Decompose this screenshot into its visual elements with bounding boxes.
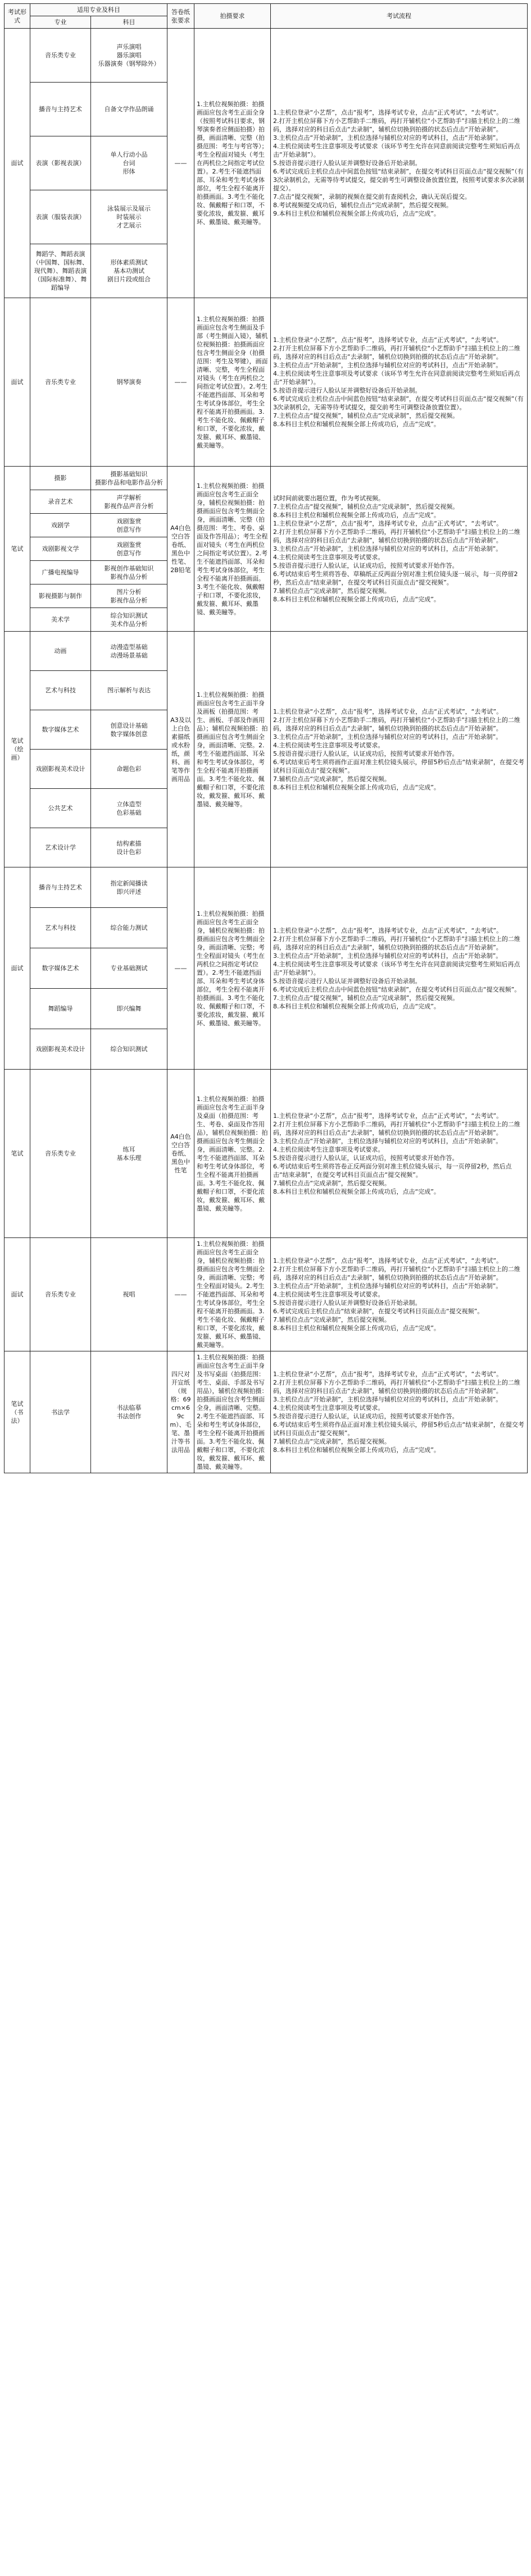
major-cell: 舞蹈编导	[30, 989, 91, 1029]
subject-cell: 自备文学作品朗诵	[91, 83, 167, 136]
header-device: 答卷纸张要求	[167, 4, 194, 29]
header-subject: 科目	[91, 16, 167, 29]
major-cell: 公共艺术	[30, 789, 91, 828]
subject-cell: 形体素质测试 基本功测试 剧目片段或组合	[91, 244, 167, 298]
subject-cell: 立体造型 色彩基础	[91, 789, 167, 828]
table-row	[4, 298, 528, 467]
major-cell: 艺术与科技	[30, 671, 91, 710]
exam-form-cell: 面试	[4, 298, 30, 467]
major-cell: 戏剧影视美术设计	[30, 750, 91, 789]
exam-form-cell: 面试	[4, 867, 30, 1070]
exam-form-cell: 笔试	[4, 467, 30, 632]
table-row	[4, 632, 528, 671]
exam-form-cell: 面试	[4, 1238, 30, 1351]
major-cell: 摄影	[30, 467, 91, 490]
subject-cell: 动漫造型基础 动漫场景基础	[91, 632, 167, 671]
subject-cell: 泳装展示及展示 时装展示 才艺展示	[91, 190, 167, 244]
subject-cell: 创意设计基础 数字媒体创意	[91, 710, 167, 750]
header-major: 专业	[30, 16, 91, 29]
table-header-row	[4, 4, 528, 16]
device-requirement-cell: ——	[167, 29, 194, 298]
subject-cell: 指定新闻播读 即兴评述	[91, 867, 167, 908]
major-cell: 舞蹈学、舞蹈表演（中国舞、国标舞、现代舞）、舞蹈表演（国际标准舞）、舞蹈编导	[30, 244, 91, 298]
exam-table-body	[4, 29, 528, 1473]
subject-cell: 练耳 基本乐理	[91, 1070, 167, 1238]
subject-cell: 戏剧鉴赏 创意写作	[91, 537, 167, 561]
subject-cell: 综合知识测试	[91, 1029, 167, 1070]
table-row	[4, 1351, 528, 1473]
subject-cell: 单人行动小品 台词 形体	[91, 136, 167, 190]
device-requirement-cell: ——	[167, 1238, 194, 1351]
shooting-requirement-cell: 1.主机位视频拍摄：拍摄画面应包含考生正面半身及桌面（拍摄范围：考生、考卷、桌面及作答用品），辅机位视频拍摄：拍摄画面应包含考生侧面全身，画面清晰、完整。2.考生不能遮挡面部、耳朵和考生考试身体部位，考生全程不能离开拍摄画面。3.考生不能化妆、佩戴帽子和口罩，不要化浓妆，戴发箍、戴耳环、戴墨镜、戴美瞳等。	[194, 1070, 271, 1238]
major-cell: 数字媒体艺术	[30, 948, 91, 989]
major-cell: 表演（影视表演）	[30, 136, 91, 190]
subject-cell: 书法临摹 书法创作	[91, 1351, 167, 1473]
major-cell: 数字媒体艺术	[30, 710, 91, 750]
major-cell: 音乐类专业	[30, 1238, 91, 1351]
table-row	[4, 867, 528, 908]
device-requirement-cell: A4白色空白答卷纸、黑色中性笔、2B铅笔	[167, 467, 194, 632]
subject-cell: 图示解析与表达	[91, 671, 167, 710]
major-cell: 表演（服装表演）	[30, 190, 91, 244]
shooting-requirement-cell: 1.主机位视频拍摄：拍摄画面应包含考生正面全身，辅机位视频拍摄：拍摄画面应包含考生侧面全身，画面清晰、完整；考生全程面对镜头。2.考生不能遮挡面部、耳朵和考生考试身体部位，考生全程不能离开拍摄画面。3.考生不能化妆、佩戴帽子和口罩，不要化浓妆，戴发箍、戴耳环、戴墨镜、戴美瞳等。	[194, 1238, 271, 1351]
exam-process-cell: 1.主机位登录“小艺帮”，点击“报考”，选择考试专业，点击“正式考试”，“去考试”。 2.打开主机位屏幕下方小艺帮助手二维码，再打开辅机位“小艺帮助手”扫描主机位上的二维码，选择对应的科目后点击“去录制”，辅机位切换到拍摄的状态后点击“开始录制”。 3.主机位点击“开始录制”，主机位选择与辅机位对应的考试科目，点击“开始录制”。 4.主机位阅读考生注意事项及考试要求（该环节考生允许在同意前阅读完整考生须知后再点击“开始录制”）。 5.按语音提示进行人脸认证并调整好设备后开始录制。 6.考试完成后主机位点击中间蓝色按钮“结束录制”，在提交考试科目页面点击“提交视频”（有3次录制机会，无需等待考试提交，提交前考生可调整设备放置位置）。 7.主机位点击“提交视频”，辅机位点击“完成录制”，然后提交视频。 8.本科目主机位和辅机位视频全部上传成功后，点击“完成”。	[271, 298, 528, 467]
major-cell: 音乐类专业	[30, 298, 91, 467]
major-cell: 录音艺术	[30, 490, 91, 514]
header-shoot: 拍摄要求	[194, 4, 271, 29]
subject-cell: 摄影基础知识 摄影作品和电影作品分析	[91, 467, 167, 490]
subject-cell: 戏剧鉴赏 创意写作	[91, 514, 167, 537]
device-requirement-cell: ——	[167, 298, 194, 467]
major-cell: 戏剧影视文学	[30, 537, 91, 561]
exam-process-cell: 试时间前就要出题位置，作为考试视频。 7.主机位点击“提交视频”，辅机位点击“完成录制”，然后提交视频。 8.本科目主机位和辅机位视频全部上传成功后，点击“完成”。 1.主机位登录“小艺帮”，点击“报考”，选择考试专业，点击“正式考试”，“去考试”。 2.打开主机位屏幕下方小艺帮助手二维码，再打开辅机位“小艺帮助手”扫描主机位上的二维码，选择对应的科目后点击“去录制”，辅机位切换到拍摄的状态后点击“开始录制”。 3.主机位点击“开始录制”，主机位选择与辅机位对应的考试科目，点击“开始录制”。 4.主机位阅读考生注意事项及考试要求。 5.按语音提示进行人脸认证，认证成功后，按照考试要求开始作答。 6.考试结束后考生须将答卷、草稿纸正反两面分别对准主机位镜头逐一展示，每一页停留2秒，然后点击“结束录制”，在提交考试科目页面点击“提交视频”。 7.辅机位点击“完成录制”，然后提交视频。 8.本科目主机位和辅机位视频全部上传成功后，点击“完成”。	[271, 467, 528, 632]
shooting-requirement-cell: 1.主机位视频拍摄：拍摄画面应包含考生正面半身及书写桌面（拍摄范围：考生、桌面、手部及书写用品），辅机位视频拍摄：拍摄画面应包含考生侧面全身，画面清晰、完整。2.考生不能遮挡面部、耳朵和考生考试身体部位，考生全程不能离开拍摄画面。3.考生不能化妆、佩戴帽子和口罩，不要化浓妆，戴发箍、戴耳环、戴墨镜、戴美瞳等。	[194, 1351, 271, 1473]
shooting-requirement-cell: 1.主机位视频拍摄：拍摄画面应包含考生侧面及手部（考生侧面入镜），辅机位视频拍摄：拍摄画面应包含考生侧面全身（拍摄范围：考生及琴键），画面清晰、完整，考生全程面对镜头（考生在两机位之间指定考试位置）。2.考生不能遮挡面部、耳朵和考生考试身体部位，考生全程不能离开拍摄画面。3.考生不能化妆、佩戴帽子和口罩，不要化浓妆，戴发箍、戴耳环、戴墨镜、戴美瞳等。	[194, 298, 271, 467]
subject-cell: 专业基础测试	[91, 948, 167, 989]
major-cell: 动画	[30, 632, 91, 671]
major-cell: 戏剧影视美术设计	[30, 1029, 91, 1070]
major-cell: 书法学	[30, 1351, 91, 1473]
major-cell: 广播电视编导	[30, 561, 91, 584]
device-requirement-cell: ——	[167, 867, 194, 1070]
exam-process-cell: 1.主机位登录“小艺帮”，点击“报考”，选择考试专业，点击“正式考试”，“去考试”。 2.打开主机位屏幕下方小艺帮助手二维码，再打开辅机位“小艺帮助手”扫描主机位上的二维码，选择对应的科目后点击“去录制”，辅机位切换到拍摄的状态后点击“开始录制”。 3.主机位点击“开始录制”，主机位选择与辅机位对应的考试科目，点击“开始录制”。 4.主机位阅读考生注意事项及考试要求。 5.按语音提示进行人脸认证并调整好设备后开始录制。 6.考试完成后主机位点击“结束录制”，在提交考试科目页面点击“提交视频”。 7.辅机位点击“完成录制”，然后提交视频。 8.本科目主机位和辅机位视频全部上传成功后，点击“完成”。	[271, 1238, 528, 1351]
major-cell: 艺术与科技	[30, 908, 91, 948]
device-requirement-cell: A4白色空白答卷纸、黑色中性笔	[167, 1070, 194, 1238]
major-cell: 艺术设计学	[30, 828, 91, 867]
exam-process-cell: 1.主机位登录“小艺帮”，点击“报考”，选择考试专业，点击“正式考试”，“去考试”。 2.打开主机位屏幕下方小艺帮助手二维码，再打开辅机位“小艺帮助手”扫描主机位上的二维码，选择对应的科目后点击“去录制”，辅机位切换到拍摄的状态后点击“开始录制”。 3.主机位点击“开始录制”，主机位选择与辅机位对应的考试科目，点击“开始录制”。 4.主机位阅读考生注意事项及考试要求。 5.按语音提示进行人脸认证，认证成功后，按照考试要求开始作答。 6.考试结束后考生须将答卷正反两面分别对准主机位镜头展示，每一页停留2秒，然后点击“结束录制”，在提交考试科目页面点击“提交视频”。 7.辅机位点击“完成录制”，然后提交视频。 8.本科目主机位和辅机位视频全部上传成功后，点击“完成”。	[271, 1070, 528, 1238]
subject-cell: 图片分析 影视作品分析	[91, 584, 167, 608]
table-row	[4, 29, 528, 83]
shooting-requirement-cell: 1.主机位视频拍摄：拍摄画面应包含考生正面全身（按照考试科目要求，钢琴演奏者应侧面拍摄）拍摄，画面清晰、完整（拍摄范围：考生与考官等）；考生全程面对镜头（考生在两机位之间指定考试位置）。2.考生不能遮挡面部、耳朵和考生考试身体部位，考生全程不能离开拍摄画面。3.考生不能化妆、佩戴帽子和口罩，不要化浓妆，戴发箍、戴耳环、戴墨镜、戴美瞳等。	[194, 29, 271, 298]
subject-cell: 钢琴演奏	[91, 298, 167, 467]
exam-form-cell: 笔试	[4, 1070, 30, 1238]
header-exam-form: 考试形式	[4, 4, 30, 29]
subject-cell: 命题色彩	[91, 750, 167, 789]
subject-cell: 结构素描 设计色彩	[91, 828, 167, 867]
exam-form-cell: 面试	[4, 29, 30, 298]
subject-cell: 影视创作基础知识 影视作品分析	[91, 561, 167, 584]
major-cell: 音乐类专业	[30, 1070, 91, 1238]
subject-cell: 即兴编舞	[91, 989, 167, 1029]
shooting-requirement-cell: 1.主机位视频拍摄：拍摄画面应包含考生正面半身及画板（拍摄范围：考生、画板、手部及作画用品）；辅机位视频拍摄：拍摄画面应包含考生侧面全身，画面清晰、完整。2.考生不能遮挡面部、耳朵和考生考试身体部位，考生全程不能离开拍摄画面。3.考生不能化妆、佩戴帽子和口罩，不要化浓妆，戴发箍、戴耳环、戴墨镜、戴美瞳等。	[194, 632, 271, 867]
table-row	[4, 467, 528, 490]
major-cell: 播音与主持艺术	[30, 867, 91, 908]
exam-form-cell: 笔试（绘画）	[4, 632, 30, 867]
exam-requirements-sheet	[4, 3, 527, 1473]
major-cell: 美术学	[30, 608, 91, 632]
exam-process-cell: 1.主机位登录“小艺帮”，点击“报考”，选择考试专业，点击“正式考试”，“去考试”。 2.打开主机位屏幕下方小艺帮助手二维码，再打开辅机位“小艺帮助手”扫描主机位上的二维码，选择对应的科目后点击“去录制”，辅机位切换到拍摄的状态后点击“开始录制”。 3.主机位点击“开始录制”，主机位选择与辅机位对应的考试科目，点击“开始录制”。 4.主机位阅读考生注意事项及考试要求。 5.按语音提示进行人脸认证，认证成功后，按照考试要求开始作答。 6.考试结束后考生须将作品正面对准主机位镜头展示，停留5秒后点击“结束录制”，在提交考试科目页面点击“提交视频”。 7.辅机位点击“完成录制”，然后提交视频。 8.本科目主机位和辅机位视频全部上传成功后，点击“完成”。	[271, 1351, 528, 1473]
subject-cell: 声乐演唱 器乐演唱 乐器演奏（钢琴除外）	[91, 29, 167, 83]
major-cell: 戏剧学	[30, 514, 91, 537]
header-scope: 适用专业及科目	[30, 4, 167, 16]
subject-cell: 声学解析 影视作品声音分析	[91, 490, 167, 514]
subject-cell: 视唱	[91, 1238, 167, 1351]
device-requirement-cell: A3及以上白色素描纸或水粉纸，颜料、画笔等作画用品	[167, 632, 194, 867]
exam-process-cell: 1.主机位登录“小艺帮”，点击“报考”，选择考试专业，点击“正式考试”，“去考试”。 2.打开主机位屏幕下方小艺帮助手二维码，再打开辅机位“小艺帮助手”扫描主机位上的二维码，选择对应的科目后点击“去录制”，辅机位切换到拍摄的状态后点击“开始录制”。 3.主机位点击“开始录制”，主机位选择与辅机位对应的考试科目，点击“开始录制”。 4.主机位阅读考生注意事项及考试要求。 5.按语音提示进行人脸认证，认证成功后，按照考试要求开始作答。 6.考试结束后考生须将画作正面对准主机位镜头展示，停留5秒后点击“结束录制”，在提交考试科目页面点击“提交视频”。 7.辅机位点击“完成录制”，然后提交视频。 8.本科目主机位和辅机位视频全部上传成功后，点击“完成”。	[271, 632, 528, 867]
header-process: 考试流程	[271, 4, 528, 29]
major-cell: 播音与主持艺术	[30, 83, 91, 136]
major-cell: 音乐类专业	[30, 29, 91, 83]
shooting-requirement-cell: 1.主机位视频拍摄：拍摄画面应包含考生正面全身，辅机位视频拍摄：拍摄画面应包含考生侧面全身，画面清晰、完整；考生全程面对镜头（考生在两机位之间指定考试位置）。2.考生不能遮挡面部、耳朵和考生考试身体部位，考生全程不能离开拍摄画面。3.考生不能化妆、佩戴帽子和口罩，不要化浓妆，戴发箍、戴耳环、戴墨镜、戴美瞳等。	[194, 867, 271, 1070]
subject-cell: 综合能力测试	[91, 908, 167, 948]
exam-process-cell: 1.主机位登录“小艺帮”，点击“报考”，选择考试专业，点击“正式考试”，“去考试”。 2.打开主机位屏幕下方小艺帮助手二维码，再打开辅机位“小艺帮助手”扫描主机位上的二维码，选择对应的科目后点击“去录制”，辅机位切换到拍摄的状态后点击“开始录制”。 3.主机位点击“开始录制”，主机位选择与辅机位对应的考试科目，点击“开始录制”。 4.主机位阅读考生注意事项及考试要求（该环节考生允许在同意前阅读完整考生须知后再点击“开始录制”）。 5.按语音提示进行人脸认证并调整好设备后开始录制。 6.考试完成后主机位点击中间蓝色按钮“结束录制”，在提交考试科目页面点击“提交视频”。 7.主机位点击“提交视频”，辅机位点击“完成录制”，然后提交视频。 8.本科目主机位和辅机位视频全部上传成功后，点击“完成”。	[271, 867, 528, 1070]
exam-requirements-table	[4, 3, 528, 1473]
table-row	[4, 1238, 528, 1351]
major-cell: 影视摄影与制作	[30, 584, 91, 608]
table-row	[4, 1070, 528, 1238]
exam-process-cell: 1.主机位登录“小艺帮”，点击“报考”，选择考试专业，点击“正式考试”，“去考试”。 2.打开主机位屏幕下方小艺帮助手二维码，再打开辅机位“小艺帮助手”扫描主机位上的二维码，选择对应的科目后点击“去录制”，辅机位切换到拍摄的状态后点击“开始录制”。 3.主机位点击“开始录制”，主机位选择与辅机位对应的考试科目，点击“开始录制”。 4.主机位阅读考生注意事项及考试要求（该环节考生允许在同意前阅读完整考生须知后再点击“开始录制”）。 5.按语音提示进行人脸认证并调整好设备后开始录制。 6.考试完成后主机位点击中间蓝色按钮“结束录制”，在提交考试科目页面点击“提交视频”（有3次录制机会，无需等待考试提交，提交前考生可调整设备放置位置，按照考试要求多次录制提交）。 7.点击“提交视频”，录制的视频在提交前有查阅机会，确认无误后提交。 8.考试视频提交成功后，辅机位点击“完成录制”，然后提交视频。 9.本科目主机位和辅机位视频全部上传成功后，点击“完成”。	[271, 29, 528, 298]
device-requirement-cell: 四尺对开宣纸（规格：69cm×69cm）、毛笔、墨汁等书法用品	[167, 1351, 194, 1473]
subject-cell: 综合知识测试 美术作品分析	[91, 608, 167, 632]
shooting-requirement-cell: 1.主机位视频拍摄：拍摄画面应包含考生正面全身，辅机位视频拍摄：拍摄画面应包含考生侧面全身，画面清晰、完整（拍摄范围：考生、考卷、桌面及作答用品）；考生全程面对镜头（考生在两机位之间指定考试位置）。2.考生不能遮挡面部、耳朵和考生考试身体部位，考生全程不能离开拍摄画面。3.考生不能化妆、佩戴帽子和口罩，不要化浓妆，戴发箍、戴耳环、戴墨镜、戴美瞳等。	[194, 467, 271, 632]
exam-form-cell: 笔试（书法）	[4, 1351, 30, 1473]
